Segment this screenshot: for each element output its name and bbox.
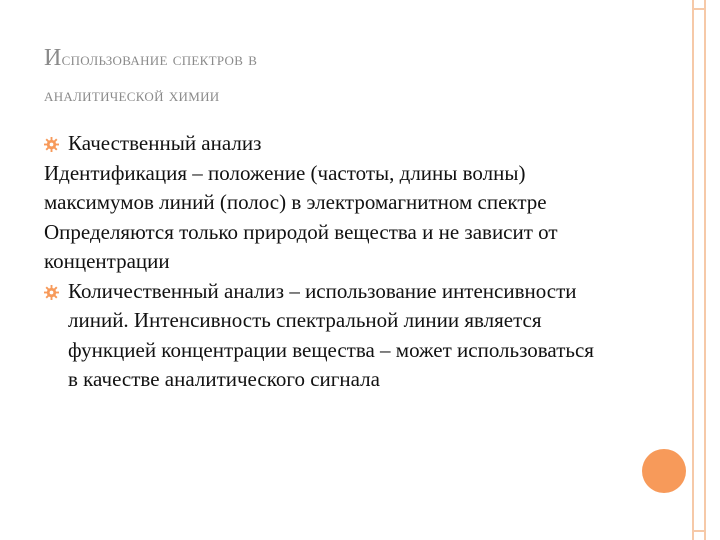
border-line-inner bbox=[692, 0, 694, 540]
title-line-1 bbox=[44, 40, 604, 78]
border-corner-bottom bbox=[692, 530, 706, 540]
gear-bullet-icon bbox=[44, 137, 59, 152]
title-initial: И bbox=[44, 45, 62, 71]
border-line-outer bbox=[704, 0, 706, 540]
title-line-2: аналитической химии bbox=[44, 85, 220, 106]
list-item-text: Количественный анализ – использование интенсивности линий. Интенсивность спектральной линии является функцией концентрации вещества – может использоваться в качестве аналитического сигнала bbox=[68, 278, 594, 391]
slide-content bbox=[44, 129, 604, 395]
border-corner-top bbox=[692, 0, 706, 10]
list-item-text: Качественный анализ bbox=[68, 131, 262, 155]
gear-bullet-icon bbox=[44, 285, 59, 300]
list-item-identification: Идентификация – положение (частоты, длины волны) максимумов линий (полос) в электромагнитном спектре bbox=[44, 160, 547, 214]
list-item-nature: Определяются только природой вещества и не зависит от концентрации bbox=[44, 219, 558, 273]
list-item-qualitative bbox=[44, 129, 604, 159]
title-rest: спользование спектров в bbox=[61, 49, 258, 70]
decorative-circle bbox=[642, 449, 686, 493]
slide-title bbox=[44, 40, 604, 114]
list-item-quantitative bbox=[44, 277, 604, 395]
